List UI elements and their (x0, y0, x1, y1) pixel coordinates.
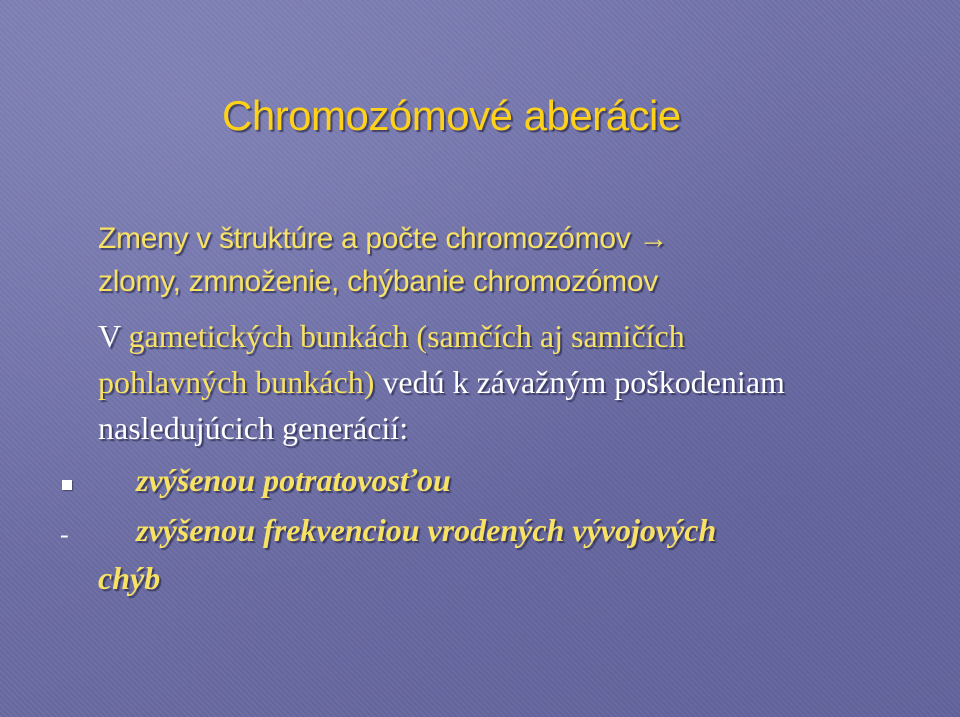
line-sex-cells-highlight: pohlavných bunkách) (98, 364, 375, 400)
line-sex-cells-rest: vedú k závažným poškodeniam (374, 364, 785, 400)
slide-title: Chromozómové aberácie (222, 92, 681, 139)
square-bullet-icon (62, 480, 72, 490)
line-sex-cells (98, 364, 785, 401)
bullet-birth-defects: zvýšenou frekvenciou vrodených vývojových (136, 512, 717, 548)
bullet-miscarriage: zvýšenou potratovosťou (136, 462, 451, 498)
dash-bullet-marker: - (60, 520, 69, 549)
line-gametic-highlight: gametických bunkách (samčích aj samičích (128, 318, 685, 354)
line-breaks-list: zlomy, zmnoženie, chýbanie chromozómov (98, 265, 658, 298)
line-generations: nasledujúcich generácií: (98, 410, 409, 446)
line-gametic-cells (98, 318, 685, 355)
bullet-birth-defects-continuation: chýb (98, 560, 161, 596)
line-gametic-prefix: V (98, 318, 129, 354)
line-changes-structure: Zmeny v štruktúre a počte chromozómov → (98, 222, 669, 255)
